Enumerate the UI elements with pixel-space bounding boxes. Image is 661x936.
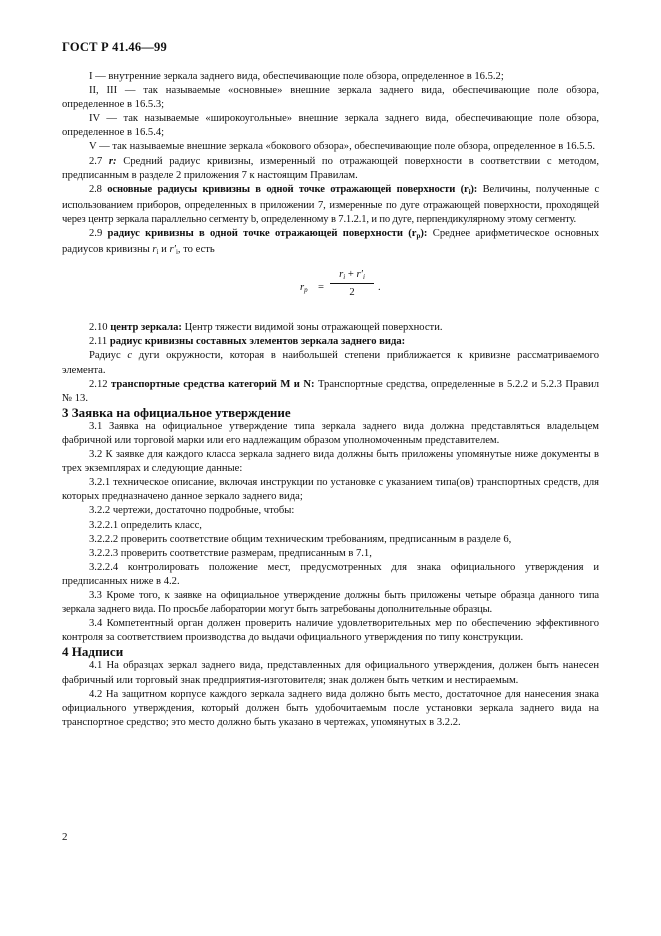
formula-num-r: r	[339, 269, 344, 281]
clause-3-4: 3.4 Компетентный орган должен проверить наличие удовлетворительных мер по обеспечению эффективного контроля за соответствием производства до выдачи официального утверждения по типу конструкции.	[62, 618, 599, 644]
clause-2-12	[62, 378, 599, 406]
clause-2-9-term-end: ):	[420, 228, 428, 240]
clause-2-12-term: транспортные средства категорий M и N:	[111, 378, 315, 390]
clause-3-2: 3.2 К заявке для каждого класса зеркала заднего вида должны быть приложены упомянутые ниже документы в трех экземплярах и следующие данные:	[62, 449, 599, 475]
clause-3-2-1: 3.2.1 техническое описание, включая инструкции по установке с указанием типа(ов) транспортных средств, для которых предназначено данное зеркало заднего вида;	[62, 477, 599, 503]
formula-num-r-prime: r′	[356, 269, 363, 281]
clause-4-1: 4.1 На образцах зеркал заднего вида, представленных для официального утверждения, должен быть нанесен фабричный или торговый знак предприятия-изготовителя; знак должен быть четким и нестираемым.	[62, 660, 599, 686]
clause-3-3: 3.3 Кроме того, к заявке на официальное утверждение должны быть приложены четыре образца данного типа зеркала заднего вида. По просьбе лаборатории могут быть затребованы дополнительные образцы.	[62, 590, 599, 616]
clause-2-7	[62, 155, 599, 183]
formula-denominator: 2	[349, 287, 355, 299]
clause-2-9-number: 2.9	[89, 228, 103, 240]
clause-3-2-2-1: 3.2.2.1 определить класс,	[89, 519, 202, 531]
clause-2-9-and: и	[161, 244, 167, 256]
formula-lhs	[300, 281, 308, 297]
formula-plus: +	[347, 269, 354, 281]
formula-end: .	[378, 282, 381, 294]
def-class-v: V — так называемые внешние зеркала «бокового обзора», обеспечивающие поле обзора, определенное в 16.5.5.	[89, 141, 596, 153]
clause-2-11-text-end: дуги окружности, которая в наибольшей степени приближается к кривизне рассматриваемого элемента.	[62, 350, 599, 376]
clause-4-2: 4.2 На защитном корпусе каждого зеркала заднего вида должно быть место, достаточное для нанесения знака официального утверждения, который должен быть удобочитаемым после установки зеркала заднего вида на транспортное средство; это место должно быть указано в чертежах, упомянутых в 3.2.2.	[62, 688, 599, 728]
clause-2-11-number: 2.11	[89, 336, 108, 348]
clause-2-8	[62, 183, 599, 227]
document-code-header: ГОСТ Р 41.46—99	[62, 40, 167, 54]
clause-2-10-term: центр зеркала:	[110, 322, 182, 334]
def-class-ii-iii: II, III — так называемые «основные» внешние зеркала заднего вида, обеспечивающие поле обзора, определенное в 16.5.3;	[62, 85, 599, 111]
page-number: 2	[62, 831, 68, 843]
clause-2-7-text: Средний радиус кривизны, измеренный по отражающей поверхности в соответствии с методом, предписанным в разделе 2 приложения 7 к настоящим Правилам.	[62, 155, 599, 181]
clause-2-11-c: с	[127, 350, 133, 362]
formula-lhs-sub: p	[304, 286, 308, 295]
section-4-heading: 4 Надписи	[62, 644, 124, 660]
clause-2-9-term-text: радиус кривизны в одной точке отражающей поверхности (r	[107, 228, 417, 240]
clause-2-7-number: 2.7	[89, 155, 103, 167]
fraction-bar	[330, 283, 374, 284]
clause-2-10-text: Центр тяжести видимой зоны отражающей поверхности.	[184, 322, 443, 334]
section-3-heading: 3 Заявка на официальное утверждение	[62, 404, 291, 420]
clause-2-11-body	[62, 349, 599, 377]
clause-3-1: 3.1 Заявка на официальное утверждение типа зеркала заднего вида должна представляться владельцем фабричной или торговой марки или его надлежащим образом уполномоченным представителем.	[62, 420, 599, 446]
clause-2-9-text-end: , то есть	[177, 244, 215, 256]
clause-3-2-2-4: 3.2.2.4 контролировать положение мест, предусмотренных для знака официального утверждения и предписанных ниже в 4.2.	[62, 561, 599, 587]
clause-2-8-term	[107, 184, 477, 195]
clause-2-9-term-sub: p	[416, 232, 421, 241]
formula-numerator	[330, 268, 374, 284]
def-class-iv: IV — так называемые «широкоугольные» внешние зеркала заднего вида, обеспечивающие поле обзора, определенное в 16.5.4;	[62, 113, 599, 139]
clause-2-8-number: 2.8	[89, 183, 102, 195]
clause-2-8-term-end: ):	[470, 183, 478, 195]
clause-2-9-ri: r	[152, 244, 157, 256]
clause-2-11-text: Радиус	[89, 350, 121, 362]
clause-2-12-text: Транспортные средства, определенные в 5.2.2 и 5.2.3 Правил № 13.	[62, 378, 599, 404]
clause-2-8-term-text: основные радиусы кривизны в одной точке отражающей поверхности (r	[107, 183, 469, 195]
formula-equals: =	[318, 282, 324, 294]
clause-2-9-term	[108, 228, 428, 239]
clause-2-9-text: Среднее арифметическое основных радиусов кривизны	[62, 228, 599, 256]
clause-3-2-2: 3.2.2 чертежи, достаточно подробные, чтобы:	[89, 505, 295, 517]
clause-2-7-term: r:	[108, 155, 117, 167]
radius-formula	[62, 261, 599, 319]
clause-2-12-number: 2.12	[89, 378, 108, 390]
page-body	[62, 70, 599, 730]
clause-2-10	[62, 321, 599, 335]
clause-2-9-ri-prime: r′	[169, 244, 176, 256]
clause-2-11	[62, 335, 599, 349]
clause-2-8-term-sub: i	[468, 187, 471, 196]
clause-2-9-ri-prime-sub: i	[175, 248, 178, 257]
clause-2-9	[62, 227, 599, 259]
formula-lhs-r: r	[300, 282, 305, 294]
clause-2-11-term: радиус кривизны составных элементов зеркала заднего вида:	[109, 336, 406, 348]
clause-2-9-ri-sub: i	[156, 248, 159, 257]
formula-num-r-prime-sub: i	[362, 273, 365, 282]
clause-2-10-number: 2.10	[89, 322, 108, 334]
clause-3-2-2-3: 3.2.2.3 проверить соответствие размерам, предписанным в 7.1,	[89, 547, 372, 559]
clause-3-2-2-2: 3.2.2.2 проверить соответствие общим техническим требованиям, предписанным в разделе 6,	[89, 533, 512, 545]
clause-2-8-text: Величины, полученные с использованием приборов, определенных в приложении 7, измеренные по дуге отражающей поверхности, проходящей через центр зеркала параллельно сегменту b, определенному в 7.1.2.1, и по дуге, перпендикулярному этому сегменту.	[62, 183, 599, 225]
def-class-i: I — внутренние зеркала заднего вида, обеспечивающие поле обзора, определенное в 16.5.2;	[89, 71, 504, 82]
formula-num-r-sub: i	[343, 273, 346, 282]
